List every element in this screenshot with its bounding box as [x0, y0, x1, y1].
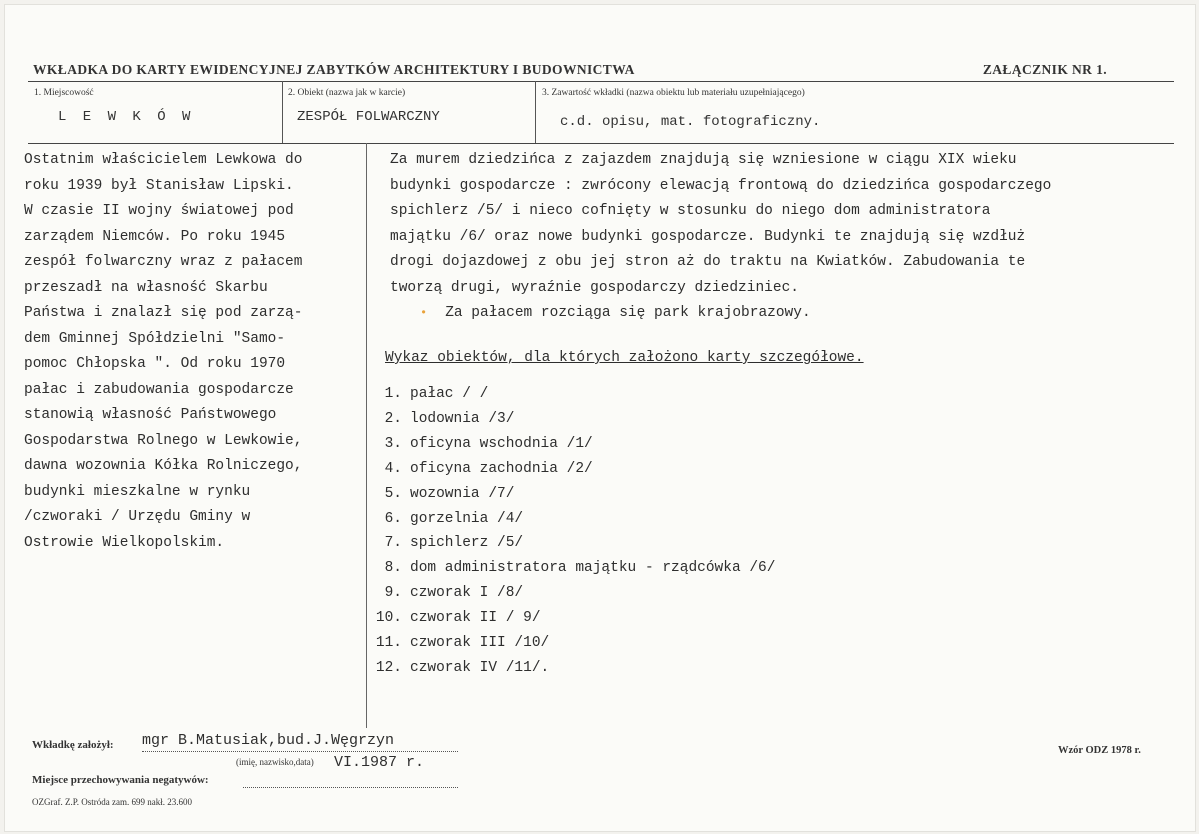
fields-bottom-rule [28, 143, 1174, 144]
history-line: dem Gminnej Spółdzielni "Samo- [24, 330, 286, 347]
model-number: Wzór ODZ 1978 r. [1058, 745, 1141, 756]
locality-value: L E W K Ó W [58, 109, 195, 125]
storage-label: Miejsce przechowywania negatywów: [32, 774, 209, 786]
history-line: przeszadł na własność Skarbu [24, 279, 268, 296]
date-value: VI.1987 r. [334, 754, 425, 771]
description-line: budynki gospodarcze : zwrócony elewacją frontową do dziedzińca gospodarczego [390, 177, 1052, 194]
description-text [390, 148, 1170, 327]
field-divider-2 [535, 81, 536, 143]
list-item: 5. wozownia /7/ [384, 485, 515, 502]
objects-list-title: Wykaz obiektów, dla których założono karty szczegółowe. [385, 350, 864, 366]
card-title: WKŁADKA DO KARTY EWIDENCYJNEJ ZABYTKÓW ARCHITEKTURY I BUDOWNICTWA [33, 62, 635, 77]
description-line: spichlerz /5/ i nieco cofnięty w stosunku do niego dom administratora [390, 203, 991, 219]
list-item: 3. oficyna wschodnia /1/ [384, 435, 593, 452]
history-line: pałac i zabudowania gospodarcze [24, 381, 294, 398]
description-line: majątku /6/ oraz nowe budynki gospodarcze. Budynki te znajdują się wzdłuż [390, 228, 1026, 245]
history-line: roku 1939 był Stanisław Lipski. [24, 177, 294, 194]
header-rule [28, 81, 1174, 82]
author-dotted-line [142, 751, 458, 752]
print-info: OZGraf. Z.P. Ostróda zam. 699 nakł. 23.600 [32, 797, 192, 807]
history-line: zespół folwarczny wraz z pałacem [24, 254, 303, 270]
column-divider [366, 143, 367, 728]
annex-number: ZAŁĄCZNIK NR 1. [982, 62, 1107, 77]
content-value: c.d. opisu, mat. fotograficzny. [560, 114, 821, 130]
list-item: 6. gorzelnia /4/ [384, 510, 524, 527]
object-label: 2. Obiekt (nazwa jak w karcie) [288, 88, 406, 98]
description-line: Za murem dziedzińca z zajazdem znajdują się wzniesione w ciągu XIX wieku [390, 152, 1017, 168]
list-item: 2. lodownia /3/ [384, 410, 515, 427]
author-value: mgr B.Matusiak,bud.J.Węgrzyn [142, 732, 395, 749]
history-line: zarządem Niemców. Po roku 1945 [24, 228, 286, 245]
history-line: Państwa i znalazł się pod zarzą- [24, 305, 303, 321]
list-item: 4. oficyna zachodnia /2/ [384, 460, 593, 477]
history-line: pomoc Chłopska ". Od roku 1970 [24, 356, 286, 372]
ink-dot-icon: • [420, 306, 428, 320]
history-line: Ostatnim właścicielem Lewkowa do [24, 152, 303, 168]
list-item: 11. czworak III /10/ [375, 635, 550, 652]
storage-dotted-line [243, 787, 458, 788]
history-line: /czworaki / Urzędu Gminy w [24, 509, 251, 525]
list-item: 7. spichlerz /5/ [384, 535, 524, 552]
objects-list [372, 382, 775, 681]
history-line: Gospodarstwa Rolnego w Lewkowie, [24, 432, 303, 449]
description-line: drogi dojazdowej z obu jej stron aż do traktu na Kwiatków. Zabudowania te [390, 254, 1026, 270]
content-label: 3. Zawartość wkładki (nazwa obiektu lub materiału uzupełniającego) [542, 88, 805, 98]
list-item: 8. dom administratora majątku - rządcówka /6/ [384, 560, 776, 577]
history-text [24, 148, 364, 556]
history-line: dawna wozownia Kółka Rolniczego, [24, 458, 303, 474]
history-line: stanowią własność Państwowego [24, 407, 277, 423]
history-line: W czasie II wojny światowej pod [24, 203, 294, 219]
list-item: 10. czworak II / 9/ [375, 610, 541, 627]
author-label: Wkładkę założył: [32, 739, 114, 751]
park-line: Za pałacem rozciąga się park krajobrazowy. [445, 305, 811, 321]
object-value: ZESPÓŁ FOLWARCZNY [297, 109, 440, 125]
author-hint: (imię, nazwisko,data) [236, 757, 314, 767]
history-line: budynki mieszkalne w rynku [24, 483, 251, 500]
locality-label: 1. Miejscowość [34, 88, 94, 98]
list-item: 1. pałac / / [384, 386, 489, 402]
field-divider-1 [282, 81, 283, 143]
list-item: 12. czworak IV /11/. [375, 659, 550, 676]
description-paragraph-2 [390, 301, 1170, 327]
list-item: 9. czworak I /8/ [384, 585, 524, 602]
description-line: tworzą drugi, wyraźnie gospodarczy dziedziniec. [390, 279, 799, 296]
history-line: Ostrowie Wielkopolskim. [24, 534, 225, 551]
